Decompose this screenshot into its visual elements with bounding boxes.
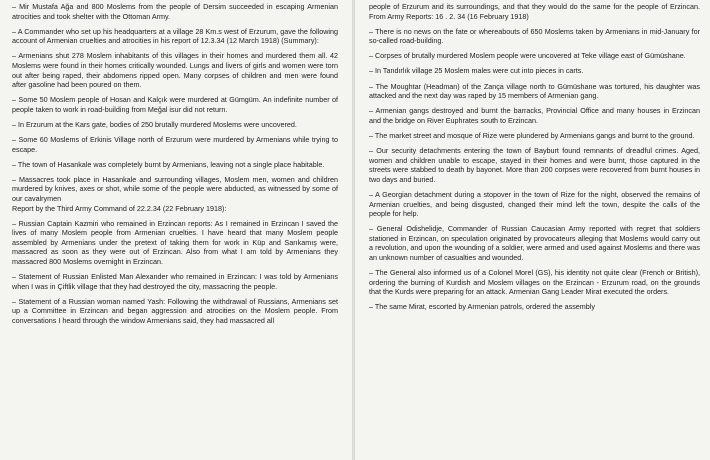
paragraph: – Statement of Russian Enlisted Man Alexander who remained in Erzincan: I was told by Armenians when I was in Çiftlik village that they had destroyed the city, massacring the people. — [12, 272, 338, 291]
paragraph: – Corpses of brutally murdered Moslem people were uncovered at Teke village east of Gümüshane. — [369, 51, 686, 61]
paragraph: – A Georgian detachment during a stopover in the town of Rize for the night, observed the remains of Armenian cruelties, and being disgusted, changed their mind left the town, despite the calls of the people for help. — [369, 189, 700, 219]
paragraph: – The General also informed us of a Colonel Morel (GS), his identity not quite clear (French or British), ordering the burning of Kurdish and Moslem villages on the Erzincan - Erzurum road, on the grounds that the Kurds were preparing for an attack. Armenian Gang Leader Mirat executed the orders. — [369, 268, 700, 297]
paragraph: – A Commander who set up his headquarters at a village 28 Km.s west of Erzurum, gave the following account of Armenian cruelties and atrocities in his report of 12.3.34 (12 March 1918) (Summary): — [12, 26, 338, 46]
paragraph: – Some 50 Moslem people of Hosan and Kalçık were murdered at Gümgüm. An indefinite number of people taken to work in road-building from Meğal isur did not return. — [12, 95, 338, 114]
paragraph: – Some 60 Moslems of Erkinis Village north of Erzurum were murdered by Armenians while trying to escape. — [12, 135, 338, 154]
right-page — [355, 0, 710, 460]
paragraph: – The same Mirat, escorted by Armenian patrols, ordered the assembly — [369, 302, 595, 312]
paragraph: – Armenians shut 278 Moslem inhabitants of this villages in their homes and murdered them all. 42 Moslems were found in their homes critically wounded. Lungs and livers of girls and women were torn out after being raped, their abdomens ripped open. Many corpses of children and men were found after gasoline had been poured on them. — [12, 51, 338, 90]
paragraph: – In Erzurum at the Kars gate, bodies of 250 brutally murdered Moslems were uncovered. — [12, 119, 297, 129]
paragraph: – General Odishelidje, Commander of Russian Caucasian Army reported with regret that soldiers stationed in Erzincan, on speculation originated by provocateurs alleging that Moslems would carry out a revolution, and upon the wounding of a soldier, were armed and used against Moslems and there was an unknown number of casualties and wounded. — [369, 224, 700, 262]
paragraph: – Statement of a Russian woman named Yash: Following the withdrawal of Russians, Armenians set up a Committee in Erzincan and began aggression and atrocities on the Moslem people. From conversations I heard through the window Armenians said, they had massacred all — [12, 296, 338, 326]
paragraph: – The Moughtar (Headman) of the Zança village north to Gümüshane was tortured, his daughter was attacked and the next day was raped by 15 members of Armenian gang. — [369, 81, 700, 101]
paragraph: – Massacres took place in Hasankale and surrounding villages, Moslem men, women and children murdered by knives, axes or shot, while some of the people were abducted, as witnessed by some of our cavalrymen Report by the Third Army Command of 22.2.34 (22 February 1918): — [12, 174, 338, 213]
paragraph: – Mir Mustafa Ağa and 800 Moslems from the people of Dersim succeeded in escaping Armenian atrocities and took shelter with the Ottoman Army. — [12, 2, 338, 21]
paragraph: – Our security detachments entering the town of Bayburt found remnants of dreadful crimes. Aged, women and children unable to escape, stayed in their homes and were burnt, those captured in the streets were stabbed to death by bayonet. More than 200 corpses were recovered from burnt houses in two days and buried. — [369, 146, 700, 184]
right-column — [355, 0, 710, 312]
paragraph: – The market street and mosque of Rize were plundered by Armenians gangs and burnt to the ground. — [369, 130, 695, 140]
paragraph: – In Tandırlık village 25 Moslem males were cut into pieces in carts. — [369, 66, 584, 76]
left-page — [0, 0, 352, 460]
left-column — [0, 0, 352, 326]
paragraph: people of Erzurum and its surroundings, and that they would do the same for the people of Erzincan. From Army Reports: 16 . 2. 34 (16 February 1918) — [369, 2, 700, 21]
paragraph: – Russian Captain Kazmiri who remained in Erzincan reports: As I remained in Erzincan I saved the lives of many Moslem people from Armenian cruelties. I have heard that many Moslem people assembled by Armenians under the pretext of taking them for work in Küp and Sarıkamış were, massacred as soon as they were out of Erzincan. Also from what I am told by Armenians they massacred 800 Moslems overnight in Erzincan. — [12, 218, 338, 267]
paragraph: – There is no news on the fate or whereabouts of 650 Moslems taken by Armenians in mid-January for so-called road-building. — [369, 26, 700, 46]
paragraph: – The town of Hasankale was completely burnt by Armenians, leaving not a single place habitable. — [12, 159, 325, 169]
paragraph: – Armenian gangs destroyed and burnt the barracks, Provincial Office and many houses in Erzincan and the bridge on River Euphrates south to Erzincan. — [369, 106, 700, 125]
